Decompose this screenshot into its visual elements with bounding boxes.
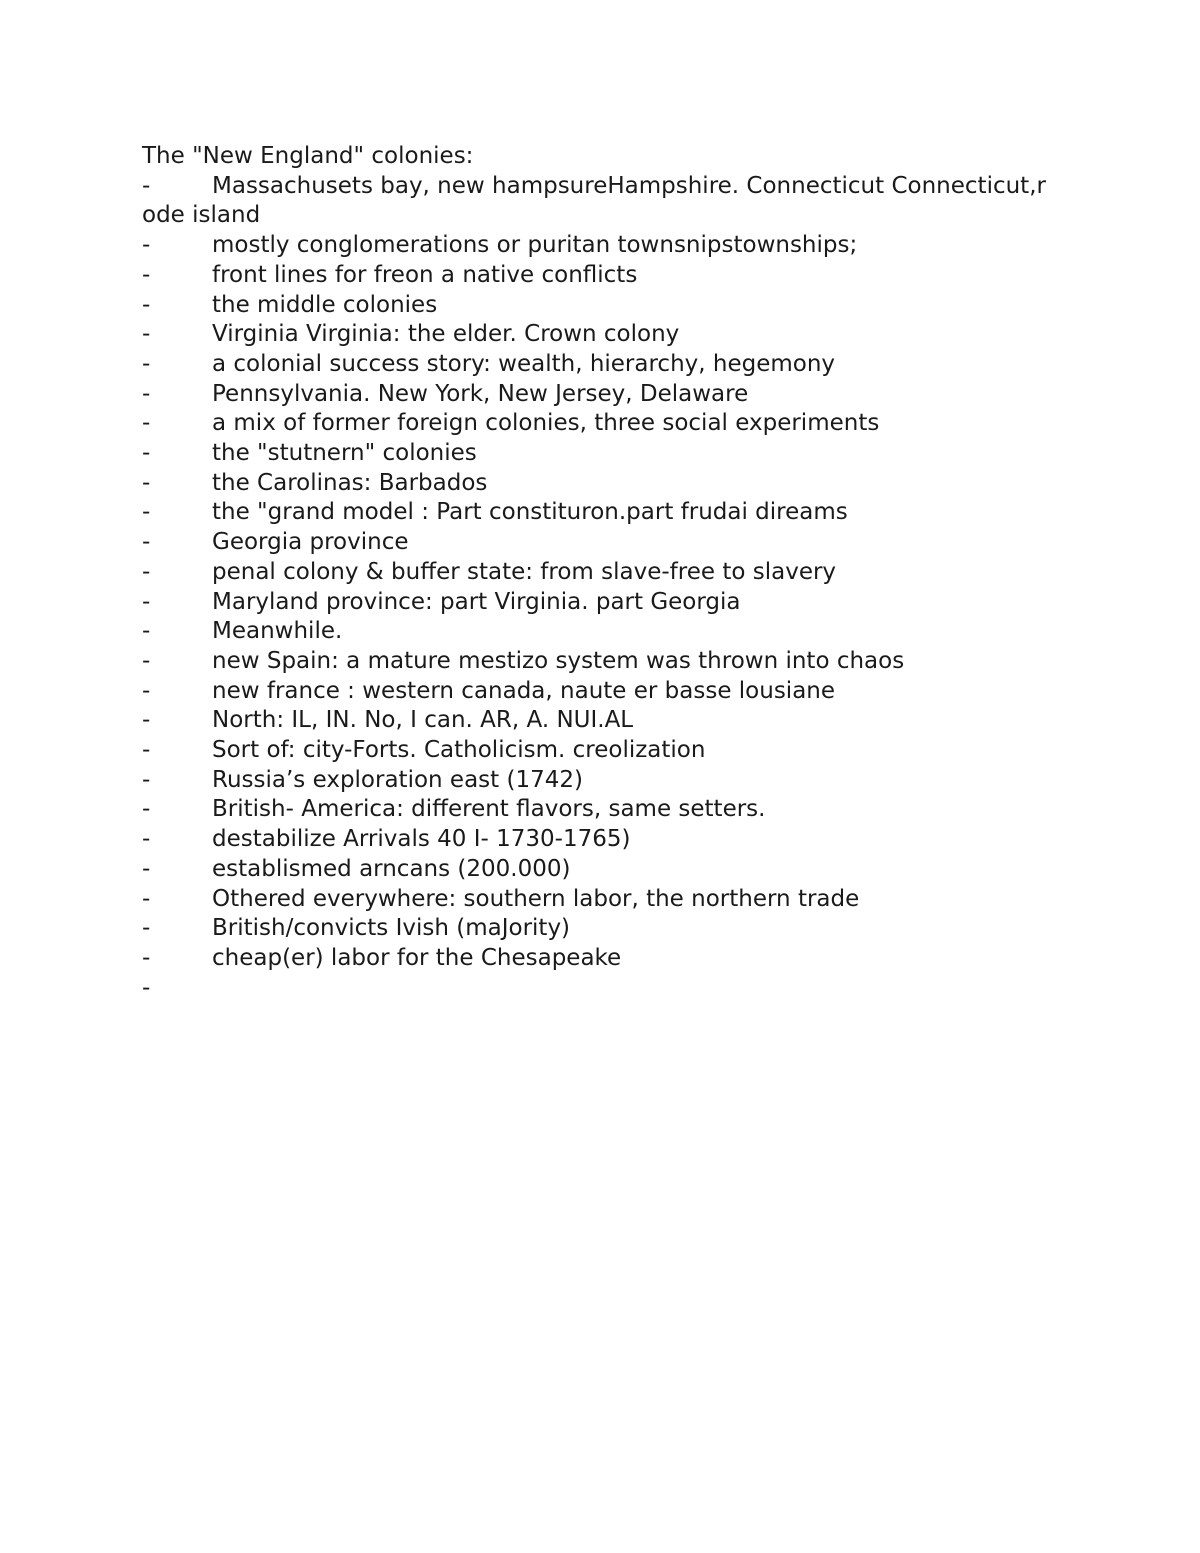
list-item-text: Sort of: city-Forts. Catholicism. creolization (212, 737, 706, 764)
bullet-dash: - (142, 261, 151, 288)
bullet-dash: - (142, 172, 151, 199)
bullet-dash: - (142, 558, 151, 585)
list-item (142, 409, 1072, 439)
list-item (142, 528, 1072, 558)
list-item-text: mostly conglomerations or puritan townsnipstownships; (212, 232, 858, 259)
list-item (142, 825, 1072, 855)
list-item (142, 795, 1072, 825)
list-item-text: a colonial success story: wealth, hierarchy, hegemony (212, 350, 836, 377)
list-item (142, 914, 1072, 944)
list-item-text: British/convicts Ivish (maJority) (212, 915, 571, 942)
bullet-dash: - (142, 618, 151, 645)
list-item (142, 439, 1072, 469)
bullet-dash: - (142, 885, 151, 912)
list-item (142, 172, 1072, 231)
document-body (142, 142, 1072, 1003)
list-item-text: penal colony & buffer state: from slave-free to slavery (212, 558, 837, 585)
list-item (142, 498, 1072, 528)
list-item-text: the Carolinas: Barbados (212, 469, 488, 496)
list-item-text: the "stutnern" colonies (212, 440, 477, 467)
bullet-dash: - (142, 915, 151, 942)
list-item-text: Virginia Virginia: the elder. Crown colony (212, 321, 680, 348)
bullet-dash: - (142, 321, 151, 348)
list-item (142, 380, 1072, 410)
bullet-dash: - (142, 232, 151, 259)
bullet-dash: - (142, 588, 151, 615)
list-item-text: Othered everywhere: southern labor, the northern trade (212, 885, 860, 912)
list-item-text: Meanwhile. (212, 618, 343, 645)
bullet-dash: - (142, 737, 151, 764)
list-item (142, 736, 1072, 766)
bullet-dash: - (142, 380, 151, 407)
bullet-dash: - (142, 707, 151, 734)
list-item-text: North: IL, IN. No, I can. AR, A. NUI.AL (212, 707, 634, 734)
list-item-text: cheap(er) labor for the Chesapeake (212, 944, 622, 971)
bullet-dash: - (142, 291, 151, 318)
list-item (142, 261, 1072, 291)
list-item (142, 944, 1072, 974)
bullet-dash: - (142, 647, 151, 674)
list-item (142, 706, 1072, 736)
list-item (142, 766, 1072, 796)
bullet-dash: - (142, 677, 151, 704)
list-item (142, 231, 1072, 261)
bullet-dash: - (142, 944, 151, 971)
bullet-dash: - (142, 826, 151, 853)
list-item (142, 558, 1072, 588)
list-item-text: Maryland province: part Virginia. part Georgia (212, 588, 741, 615)
bullet-dash: - (142, 974, 151, 1001)
list-item-text: a mix of former foreign colonies, three social experiments (212, 410, 880, 437)
bullet-dash: - (142, 766, 151, 793)
bullet-dash: - (142, 469, 151, 496)
bullet-dash: - (142, 855, 151, 882)
list-item (142, 647, 1072, 677)
list-item (142, 617, 1072, 647)
list-item-text: establismed arncans (200.000) (212, 855, 571, 882)
bullet-dash: - (142, 410, 151, 437)
list-item-text: the "grand model : Part constituron.part frudai direams (212, 499, 848, 526)
document-heading: The "New England" colonies: (142, 143, 474, 169)
bullet-dash: - (142, 529, 151, 556)
list-item (142, 588, 1072, 618)
list-item-text: the middle colonies (212, 291, 438, 318)
list-item-text: Georgia province (212, 529, 409, 556)
list-item (142, 885, 1072, 915)
list-item-text: Massachusets bay, new hampsureHampshire. Connecticut Connecticut,r ode island (142, 172, 1046, 229)
bullet-dash: - (142, 440, 151, 467)
list-item (142, 974, 1072, 1004)
list-item-text: Russia’s exploration east (1742) (212, 766, 583, 793)
list-item-text: front lines for freon a native conflicts (212, 261, 638, 288)
list-item-text: new Spain: a mature mestizo system was thrown into chaos (212, 647, 905, 674)
list-item (142, 320, 1072, 350)
list-item-text: new france : western canada, naute er basse lousiane (212, 677, 836, 704)
list-item-text: British- America: different flavors, same setters. (212, 796, 766, 823)
list-item (142, 291, 1072, 321)
bullet-dash: - (142, 499, 151, 526)
bullet-list (142, 172, 1072, 1004)
bullet-dash: - (142, 796, 151, 823)
list-item (142, 677, 1072, 707)
list-item (142, 469, 1072, 499)
list-item-text: Pennsylvania. New York, New Jersey, Delaware (212, 380, 749, 407)
list-item-text: destabilize Arrivals 40 I- 1730-1765) (212, 826, 631, 853)
list-item (142, 855, 1072, 885)
bullet-dash: - (142, 350, 151, 377)
list-item (142, 350, 1072, 380)
